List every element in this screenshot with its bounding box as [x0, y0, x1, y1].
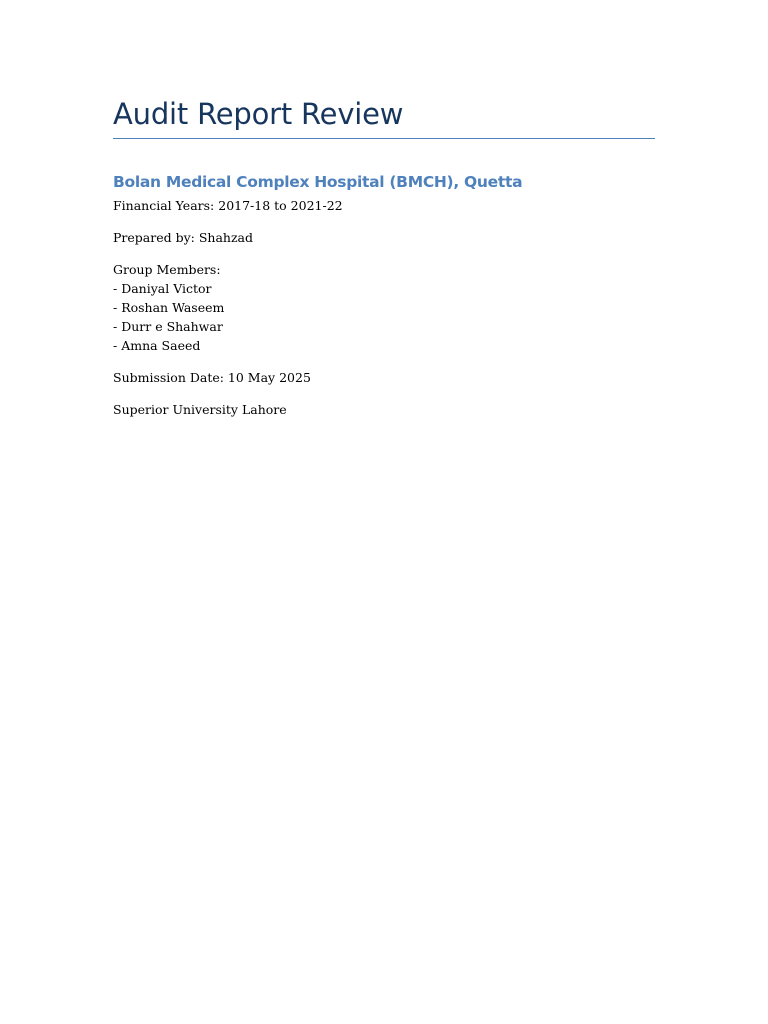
- group-member-item: - Amna Saeed: [113, 338, 201, 353]
- document-content: [113, 96, 655, 419]
- group-members-label: Group Members:: [113, 262, 221, 277]
- group-member-item: - Durr e Shahwar: [113, 319, 223, 334]
- document-title: Audit Report Review: [113, 96, 655, 139]
- prepared-by-text: Prepared by: Shahzad: [113, 230, 253, 245]
- submission-date-text: Submission Date: 10 May 2025: [113, 370, 311, 385]
- group-members-block: [113, 260, 655, 355]
- document-subtitle: Bolan Medical Complex Hospital (BMCH), Quetta: [113, 173, 523, 191]
- university-text: Superior University Lahore: [113, 402, 287, 417]
- financial-years-text: Financial Years: 2017-18 to 2021-22: [113, 198, 343, 213]
- group-member-item: - Roshan Waseem: [113, 300, 225, 315]
- group-member-item: - Daniyal Victor: [113, 281, 212, 296]
